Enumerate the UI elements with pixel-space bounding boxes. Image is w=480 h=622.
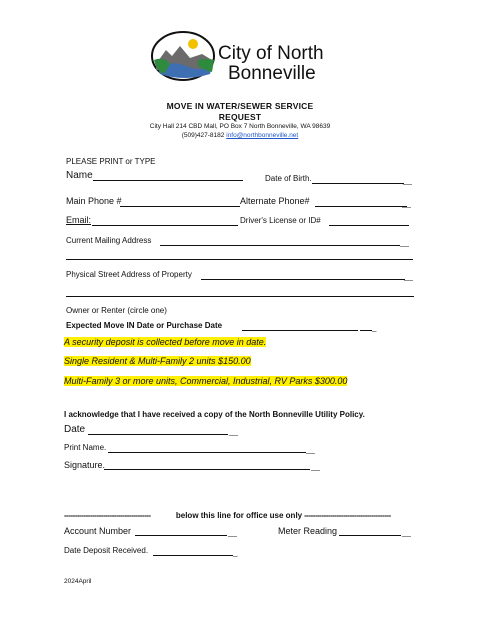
- print-name-label: Print Name.: [64, 443, 107, 452]
- name-label: Name: [66, 170, 93, 181]
- owner-renter-label: Owner or Renter (circle one): [66, 306, 167, 315]
- name-field[interactable]: [93, 180, 243, 181]
- contact-line: [0, 132, 480, 139]
- physical-address-label: Physical Street Address of Property: [66, 270, 192, 279]
- license-field[interactable]: [329, 225, 409, 226]
- email-label: Email:: [66, 215, 92, 225]
- office-use-divider-text: below this line for office use only: [175, 511, 303, 520]
- signature-field[interactable]: [104, 469, 310, 470]
- move-in-date-label: Expected Move IN Date or Purchase Date: [66, 321, 223, 330]
- mailing-address-field[interactable]: [160, 245, 400, 246]
- account-number-field[interactable]: [135, 535, 227, 536]
- office-use-divider: ---------------------------------------- below this line for office use only ----------------------------------------: [64, 511, 391, 520]
- logo-line-1: City of North: [218, 43, 324, 64]
- acknowledgement-text: I acknowledge that I have received a copy of the North Bonneville Utility Policy.: [64, 410, 365, 419]
- deposit-notice: A security deposit is collected before move in date.: [64, 337, 267, 347]
- logo-line-2: Bonneville: [228, 63, 316, 84]
- account-number-label: Account Number: [64, 526, 132, 536]
- main-phone-label: Main Phone #: [66, 196, 122, 206]
- physical-address-line-2[interactable]: [66, 296, 414, 297]
- date-field[interactable]: [88, 434, 228, 435]
- date-label: Date: [64, 424, 86, 435]
- form-title-line-1: MOVE IN WATER/SEWER SERVICE: [166, 101, 314, 111]
- print-instruction: PLEASE PRINT or TYPE: [66, 157, 156, 166]
- alt-phone-label: Alternate Phone#: [240, 196, 310, 206]
- deposit-received-label: Date Deposit Received.: [64, 546, 149, 555]
- physical-address-field[interactable]: [201, 279, 405, 280]
- logo-wordmark: [218, 44, 324, 84]
- city-email-link[interactable]: info@northbonneville.net: [226, 132, 299, 139]
- mailing-address-line-2[interactable]: [66, 259, 413, 260]
- form-title-line-2: REQUEST: [218, 112, 262, 122]
- city-logo: [150, 30, 220, 87]
- main-phone-field[interactable]: [120, 206, 240, 207]
- alt-phone-field[interactable]: [315, 206, 407, 207]
- single-resident-notice: Single Resident & Multi-Family 2 units $150.00: [64, 356, 251, 366]
- deposit-received-field[interactable]: [153, 555, 233, 556]
- multi-family-notice: Multi-Family 3 or more units, Commercial, Industrial, RV Parks $300.00: [64, 376, 348, 386]
- email-field[interactable]: [92, 225, 238, 226]
- meter-reading-field[interactable]: [339, 535, 401, 536]
- license-label: Driver's License or ID#: [240, 216, 321, 225]
- meter-reading-label: Meter Reading: [278, 526, 338, 536]
- print-name-field[interactable]: [108, 452, 306, 453]
- dob-label: Date of Birth.: [265, 174, 312, 183]
- city-seal-icon: [150, 30, 220, 82]
- city-phone: (509)427-8182: [181, 132, 225, 139]
- signature-label: Signature.: [64, 460, 106, 470]
- city-address: City Hall 214 CBD Mall, PO Box 7 North Bonneville, WA 98639: [149, 123, 331, 130]
- mailing-address-label: Current Mailing Address: [66, 236, 152, 245]
- dob-field[interactable]: [312, 183, 404, 184]
- revision-date: 2024April: [64, 578, 92, 585]
- move-in-date-field[interactable]: [242, 330, 358, 331]
